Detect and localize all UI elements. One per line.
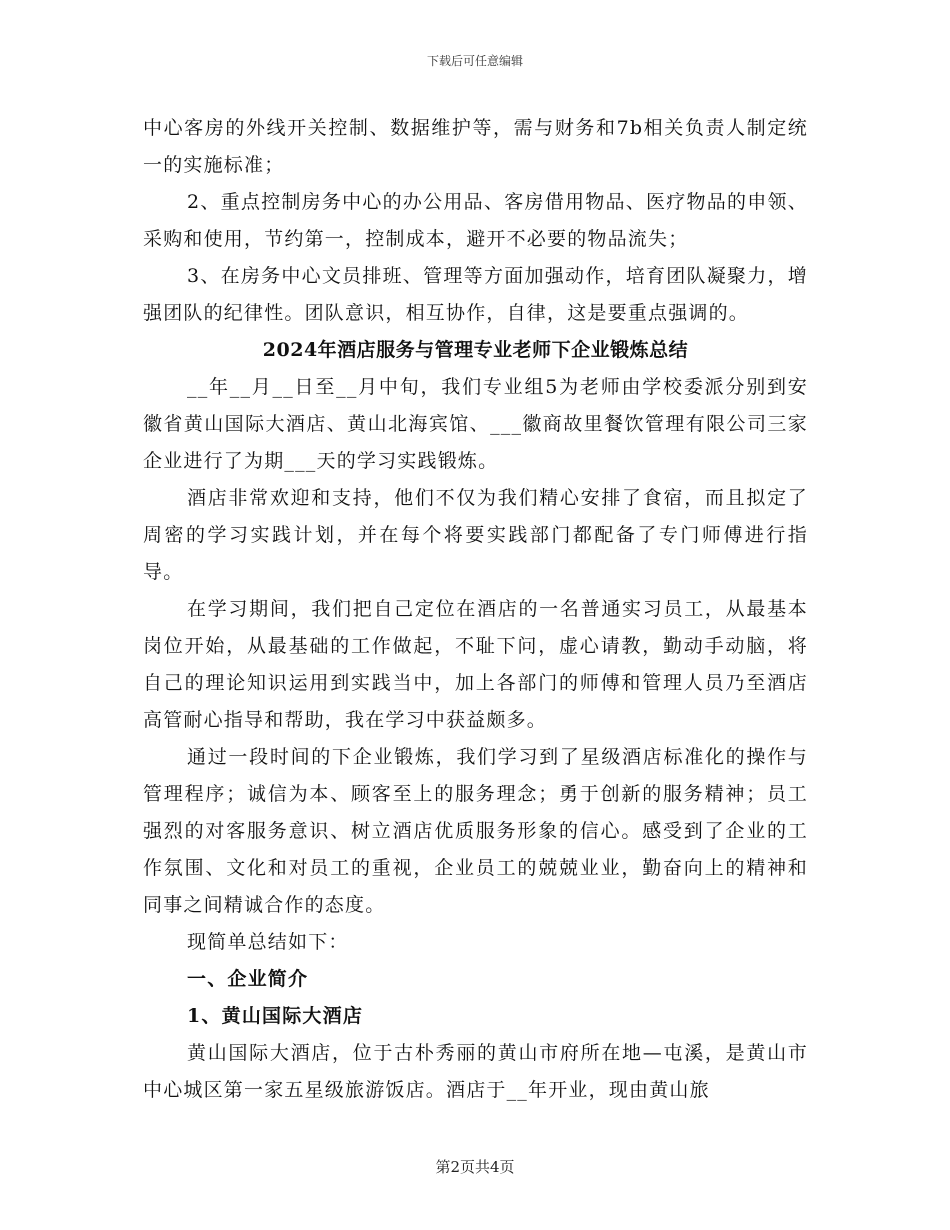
- paragraph-study-period: 在学习期间，我们把自己定位在酒店的一名普通实习员工，从最基本岗位开始，从最基础的工作做起，不耻下问，虚心请教，勤动手动脑，将自己的理论知识运用到实践当中，加上各部门的师傅和管理人员乃至酒店高管耐心指导和帮助，我在学习中获益颇多。: [143, 598, 808, 731]
- paragraph-item-3: 3、在房务中心文员排班、管理等方面加强动作，培育团队凝聚力，增强团队的纪律性。团队意识，相互协作，自律，这是要重点强调的。: [143, 265, 808, 324]
- paragraph-hotel-description: 黄山国际大酒店，位于古朴秀丽的黄山市府所在地—屯溪，是黄山市中心城区第一家五星级旅游饭店。酒店于__年开业，现由黄山旅: [143, 1042, 808, 1101]
- paragraph-continuation: 中心客房的外线开关控制、数据维护等，需与财务和7b相关负责人制定统一的实施标准；: [143, 117, 808, 176]
- document-body: [143, 110, 808, 1109]
- section-heading-company-intro: 一、企业简介: [187, 968, 309, 990]
- document-title: 2024年酒店服务与管理专业老师下企业锻炼总结: [262, 339, 689, 361]
- page-number: 第2页共4页: [435, 1158, 515, 1176]
- paragraph-summary-intro: 现简单总结如下：: [187, 931, 349, 953]
- page-header: 下载后可任意编辑: [426, 54, 523, 68]
- paragraph-intro: __年__月__日至__月中旬，我们专业组5为老师由学校委派分别到安徽省黄山国际大酒店、黄山北海宾馆、___徽商故里餐饮管理有限公司三家企业进行了为期___天的学习实践锻炼。: [143, 376, 808, 472]
- paragraph-support: 酒店非常欢迎和支持，他们不仅为我们精心安排了食宿，而且拟定了周密的学习实践计划，并在每个将要实践部门都配备了专门师傅进行指导。: [143, 487, 808, 583]
- paragraph-item-2: 2、重点控制房务中心的办公用品、客房借用物品、医疗物品的申领、采购和使用，节约第一，控制成本，避开不必要的物品流失；: [143, 191, 808, 250]
- subsection-heading-hotel: 1、黄山国际大酒店: [187, 1005, 364, 1027]
- paragraph-learnings: 通过一段时间的下企业锻炼，我们学习到了星级酒店标准化的操作与管理程序；诚信为本、顾客至上的服务理念；勇于创新的服务精神；员工强烈的对客服务意识、树立酒店优质服务形象的信心。感受到了企业的工作氛围、文化和对员工的重视，企业员工的兢兢业业，勤奋向上的精神和同事之间精诚合作的态度。: [143, 746, 808, 916]
